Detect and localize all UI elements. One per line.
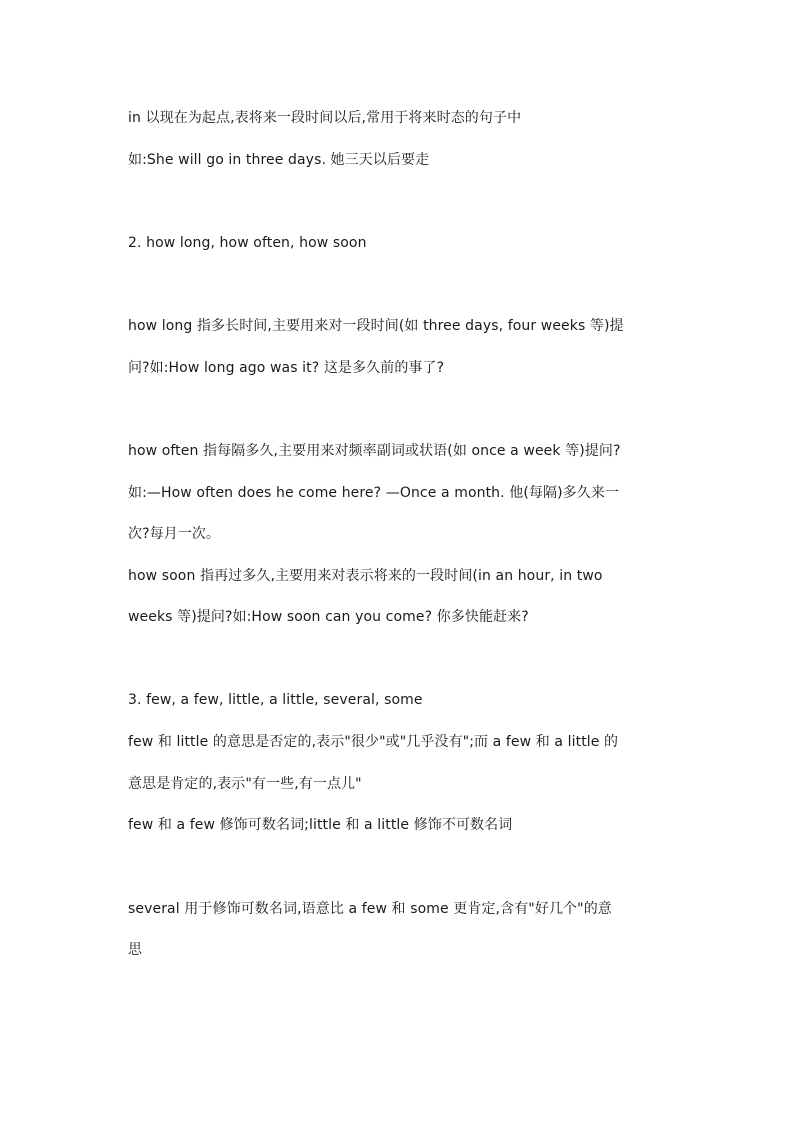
text-line-in-definition: in 以现在为起点,表将来一段时间以后,常用于将来时态的句子中 xyxy=(128,110,522,126)
text-line-few-3: few 和 a few 修饰可数名词;little 和 a little 修饰不可数名词 xyxy=(128,817,513,833)
text-line-how-long-2: 问?如:How long ago was it? 这是多久前的事了? xyxy=(128,360,445,376)
text-line-in-example: 如:She will go in three days. 她三天以后要走 xyxy=(128,152,430,168)
text-line-how-soon-1: how soon 指再过多久,主要用来对表示将来的一段时间(in an hour, in two xyxy=(128,568,603,584)
text-line-how-soon-2: weeks 等)提问?如:How soon can you come? 你多快能赶来? xyxy=(128,609,529,625)
text-line-how-long-1: how long 指多长时间,主要用来对一段时间(如 three days, four weeks 等)提 xyxy=(128,318,624,334)
section-heading-3: 3. few, a few, little, a little, several, some xyxy=(128,692,423,708)
text-line-few-2: 意思是肯定的,表示"有一些,有一点儿" xyxy=(128,776,362,792)
text-line-several-2: 思 xyxy=(128,942,143,958)
text-line-few-1: few 和 little 的意思是否定的,表示"很少"或"几乎没有";而 a few 和 a little 的 xyxy=(128,734,619,750)
section-heading-2: 2. how long, how often, how soon xyxy=(128,235,367,251)
text-line-how-often-1: how often 指每隔多久,主要用来对频率副词或状语(如 once a week 等)提问? xyxy=(128,443,621,459)
text-line-how-often-3: 次?每月一次。 xyxy=(128,526,221,542)
text-line-several-1: several 用于修饰可数名词,语意比 a few 和 some 更肯定,含有"好几个"的意 xyxy=(128,901,612,917)
text-line-how-often-2: 如:—How often does he come here? —Once a month. 他(每隔)多久来一 xyxy=(128,485,620,501)
